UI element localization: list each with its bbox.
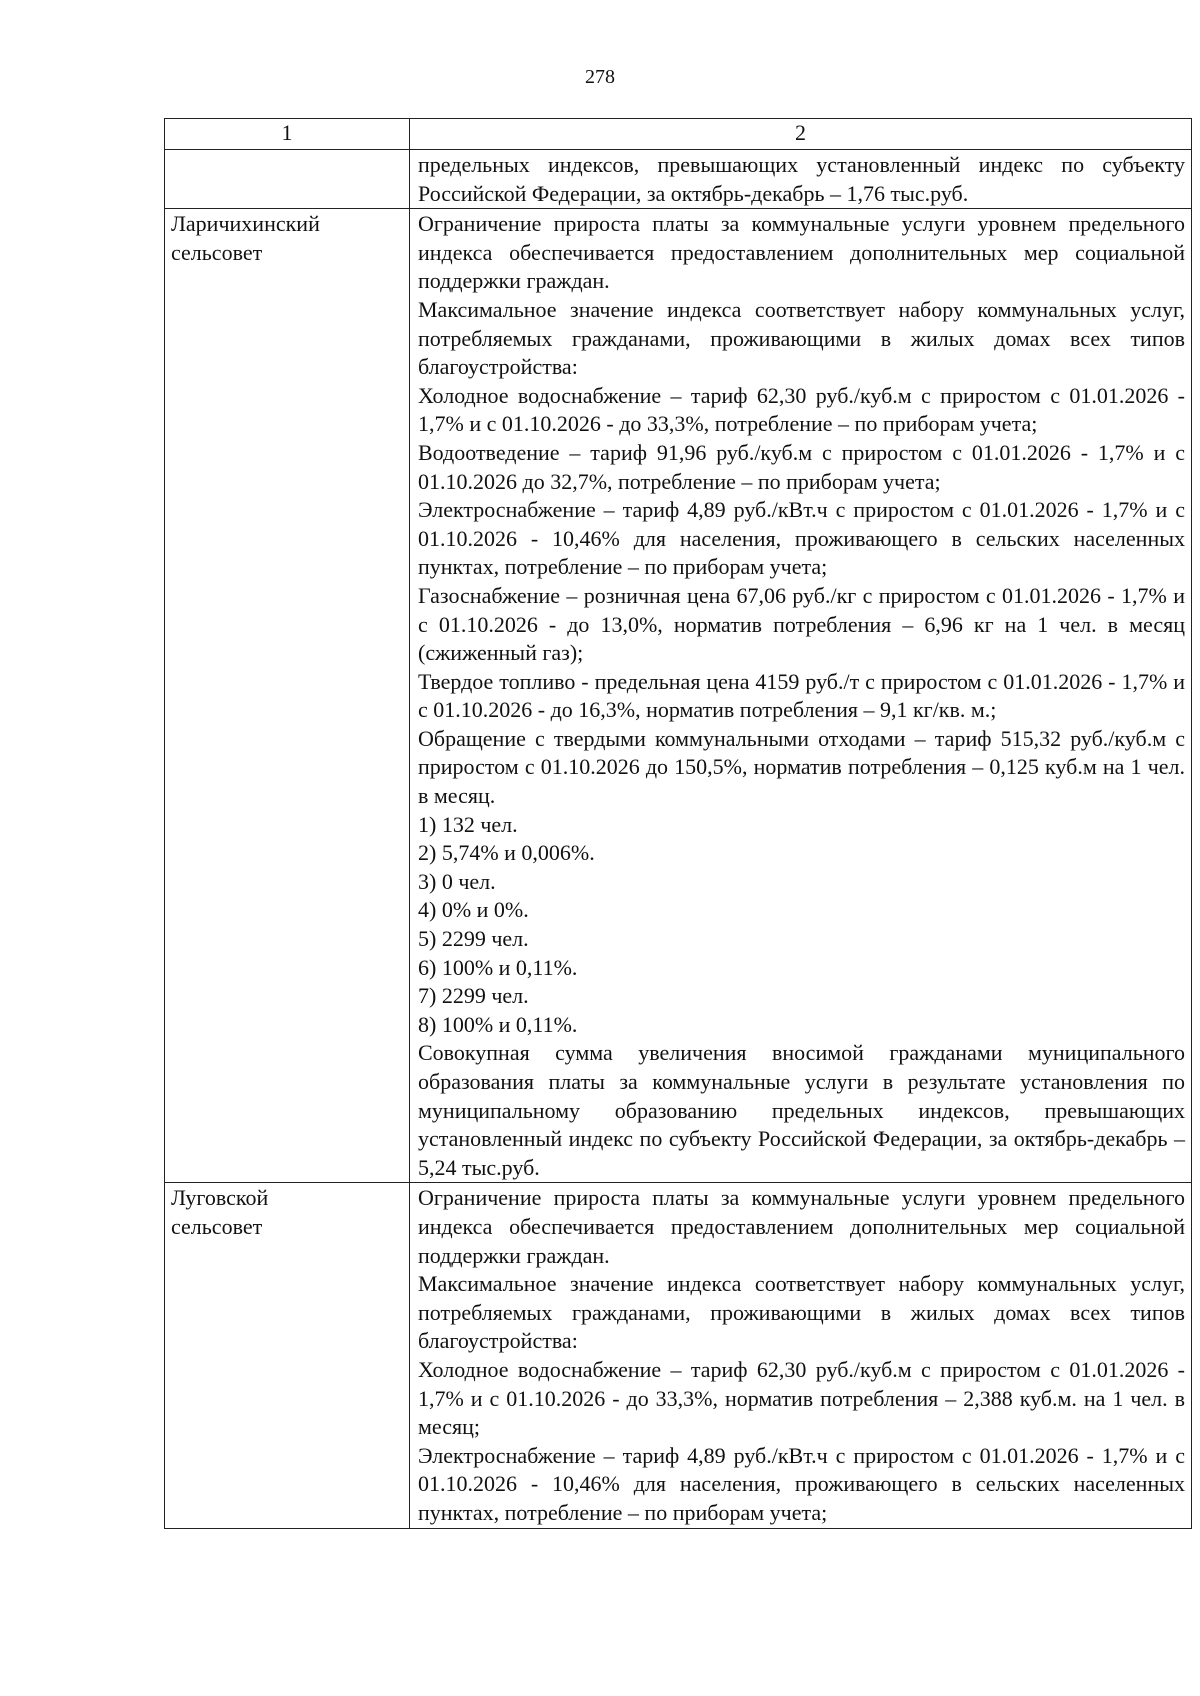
municipality-cell-lugovskoy bbox=[165, 1183, 410, 1528]
municipality-cell-empty bbox=[165, 150, 410, 209]
table-row-larichikhinsky bbox=[165, 209, 1192, 1183]
column-header-2: 2 bbox=[410, 119, 1192, 150]
stat-item: 7) 2299 чел. bbox=[418, 983, 529, 1009]
gas-paragraph: Газоснабжение – розничная цена 67,06 руб./кг с приростом с 01.01.2026 - 1,7% и с 01.10.2026 - до 13,0%, норматив потребления – 6,96 кг на 1 чел. в месяц (сжиженный газ); bbox=[418, 582, 1185, 666]
municipality-type: сельсовет bbox=[171, 239, 263, 265]
page-number: 278 bbox=[585, 66, 615, 88]
municipality-cell-larichikhinsky bbox=[165, 209, 410, 1183]
stat-item: 4) 0% и 0%. bbox=[418, 897, 529, 923]
electricity-paragraph: Электроснабжение – тариф 4,89 руб./кВт.ч с приростом с 01.01.2026 - 1,7% и с 01.10.2026 - 10,46% для населения, проживающего в сельских населенных пунктах, потребление – по приборам учета; bbox=[418, 1442, 1185, 1525]
max-index-paragraph: Максимальное значение индекса соответствует набору коммунальных услуг, потребляемых гражданами, проживающими в жилых домах всех типов благоустройства: bbox=[418, 1271, 1185, 1354]
description-cell-continuation bbox=[410, 150, 1192, 209]
description-cell-lugovskoy bbox=[410, 1183, 1192, 1528]
stat-item: 3) 0 чел. bbox=[418, 868, 496, 894]
stat-item: 8) 100% и 0,11%. bbox=[418, 1011, 578, 1037]
stat-item: 5) 2299 чел. bbox=[418, 926, 529, 952]
table-row-continuation bbox=[165, 150, 1192, 209]
electricity-paragraph: Электроснабжение – тариф 4,89 руб./кВт.ч с приростом с 01.01.2026 - 1,7% и с 01.10.2026 - 10,46% для населения, проживающего в сельских населенных пунктах, потребление – по приборам учета; bbox=[418, 497, 1185, 580]
municipality-index-table bbox=[164, 118, 1192, 1529]
municipality-type: сельсовет bbox=[171, 1213, 263, 1239]
stat-item: 2) 5,74% и 0,006%. bbox=[418, 840, 595, 866]
municipality-name: Ларичихинский bbox=[171, 211, 320, 237]
stat-item: 6) 100% и 0,11%. bbox=[418, 954, 578, 980]
column-header-1: 1 bbox=[165, 119, 410, 150]
table-row-lugovskoy bbox=[165, 1183, 1192, 1528]
summary-paragraph: Совокупная сумма увеличения вносимой гражданами муниципального образования платы за коммунальные услуги в результате установления по муниципальному образованию предельных индексов, превышающих установленный индекс по субъекту Российской Федерации, за октябрь-декабрь – 5,24 тыс.руб. bbox=[418, 1040, 1185, 1180]
solid-fuel-paragraph: Твердое топливо - предельная цена 4159 руб./т с приростом с 01.01.2026 - 1,7% и с 01.10.2026 - до 16,3%, норматив потребления – 9,1 кг/кв. м.; bbox=[418, 668, 1185, 723]
sewerage-paragraph: Водоотведение – тариф 91,96 руб./куб.м с приростом с 01.01.2026 - 1,7% и с 01.10.2026 до 32,7%, потребление – по приборам учета; bbox=[418, 439, 1185, 494]
restriction-paragraph: Ограничение прироста платы за коммунальные услуги уровнем предельного индекса обеспечивается предоставлением дополнительных мер социальной поддержки граждан. bbox=[418, 1185, 1185, 1268]
table-header-row bbox=[165, 119, 1192, 150]
max-index-paragraph: Максимальное значение индекса соответствует набору коммунальных услуг, потребляемых гражданами, проживающими в жилых домах всех типов благоустройства: bbox=[418, 296, 1185, 380]
cold-water-paragraph: Холодное водоснабжение – тариф 62,30 руб./куб.м с приростом с 01.01.2026 - 1,7% и с 01.10.2026 - до 33,3%, норматив потребления – 2,388 куб.м. на 1 чел. в месяц; bbox=[418, 1356, 1185, 1440]
stat-item: 1) 132 чел. bbox=[418, 811, 518, 837]
continuation-paragraph: предельных индексов, превышающих установленный индекс по субъекту Российской Федерации, за октябрь-декабрь – 1,76 тыс.руб. bbox=[418, 152, 1185, 206]
restriction-paragraph: Ограничение прироста платы за коммунальные услуги уровнем предельного индекса обеспечивается предоставлением дополнительных мер социальной поддержки граждан. bbox=[418, 211, 1185, 294]
waste-paragraph: Обращение с твердыми коммунальными отходами – тариф 515,32 руб./куб.м с приростом с 01.10.2026 до 150,5%, норматив потребления – 0,125 куб.м на 1 чел. в месяц. bbox=[418, 725, 1185, 809]
cold-water-paragraph: Холодное водоснабжение – тариф 62,30 руб./куб.м с приростом с 01.01.2026 - 1,7% и с 01.10.2026 - до 33,3%, потребление – по приборам учета; bbox=[418, 382, 1185, 437]
description-cell-larichikhinsky bbox=[410, 209, 1192, 1183]
municipality-name: Луговской bbox=[171, 1185, 269, 1211]
